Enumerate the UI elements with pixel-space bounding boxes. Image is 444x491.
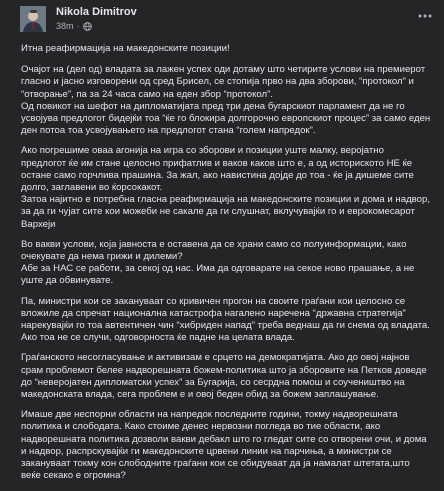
post-paragraph-headline: Итна реафирмација на македонските позиции! <box>21 43 230 54</box>
post-meta <box>56 21 92 33</box>
post-paragraph: Па, министри кои се заканувaат со кривичен прогон на своите граѓани кои целосно се вложиле да спречат национална катастрофа нагалено наречена “државна стратегија” нарекувајќи го тоа автентичен чин “хибриден напад” треба веднаш да ги снема од владата. Ако тоа не се случи, одговорноста ќе падне на целата влада. <box>21 295 430 344</box>
post-paragraph: Имаше две неспорни области на напредок последните години, токму надворешната политика и слободата. Како стоиме денес нервозни погледа во тие области, ако надворешната политика дозволи вакви дебакл што го гледат сите со отворени очи, и дома и надвор, распрскувајќи ги македонските црвени линии на парчиња, а министри се заканувaат токму кон слободните граѓани кои се обидуваат да ја намалат штетата,што веќе секако е огромна? <box>21 409 427 482</box>
avatar-image <box>20 6 46 32</box>
post-header <box>0 0 444 38</box>
author-name[interactable]: Nikola Dimitrov <box>56 6 137 18</box>
post-paragraph: Затоа најитно е потребна гласна реафирмација на македонските позиции и дома и надвор, за да ги чујат сите кои можеби не сакале да ги слушнат, вклучувајќи го и еврокомесарот Вархеји <box>21 194 430 230</box>
post-time[interactable]: 38m <box>56 21 74 31</box>
post-body <box>21 43 431 491</box>
post-paragraph: Граѓанското несогласување и активизам е срцето на демократијата. Ако до овој најнов срам проблемот белее надворешната божем-политика што ја зборовите на Петков доведе до “невероjатен дипломатски успех” за Бугарија, со сесрдна помош и соучеништво на македонската влада, сега проблем е и овој беден обид за божем заплашување. <box>21 352 427 401</box>
post-paragraph: Абе за НАС се работи, за секој од нас. Има да одговарате на секое ново прашање, а не уште да обвинувате. <box>21 263 415 287</box>
post-paragraph: Очајот на (дел од) владата за лажен успех оди дотаму што четирите услови на премиерот гласно и јасно изговорени од сред Брисел, се стопија прво на два зборови, “протокол” и “отворање”, па за 24 часа само на еден збор “протокол”. <box>21 64 426 100</box>
globe-icon[interactable] <box>83 22 92 33</box>
more-options-icon[interactable] <box>416 9 434 23</box>
meta-separator: · <box>76 21 80 31</box>
post-paragraph: Во вакви услови, која јавноста е оставена да се храни само со полуинформации, како очекувате да нема грижи и дилеми? <box>21 238 407 263</box>
avatar[interactable] <box>20 6 46 32</box>
post-paragraph: Ако погрешиме оваа агонија на игра со зборови и позиции уште малку, веројатно предлогот ќе им стане целосно прифатлив и ваков каков што е, а од историското НЕ ќе остане само горчлива прашина. За жал, ако навистина дојде до тоа - ќе ја дишеме сите долго, заглавени во ќорсокакот. <box>21 145 414 194</box>
post-paragraph: Од повикот на шефот на дипломатијата пред три дена бугарскиот парламент да не го усвојува предлогот бидејќи тоа “ќе го блокира долгорочно европскиот процес” за само еден ден потоа тоа усвојувањето на предлогот стана “голем напредок”. <box>21 100 431 137</box>
